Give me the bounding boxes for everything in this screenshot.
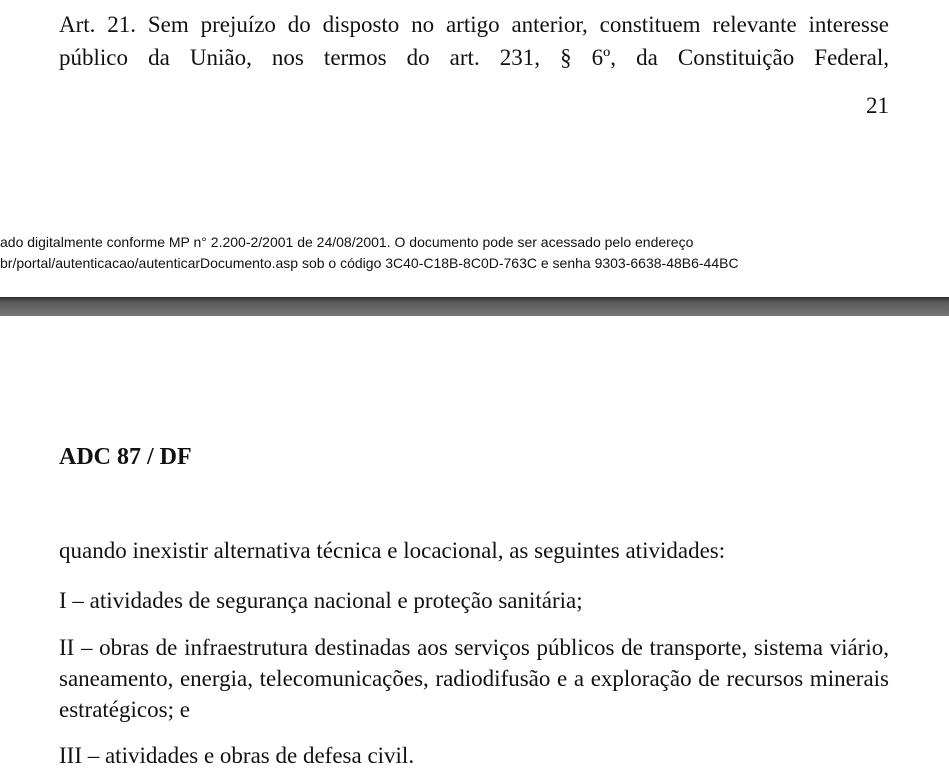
paragraph-item-iii: III – atividades e obras de defesa civil. (59, 743, 415, 768)
page-number: 21 (866, 93, 889, 118)
page-header-case-id: ADC 87 / DF (59, 444, 192, 470)
paragraph-item-i: I – atividades de segurança nacional e proteção sanitária; (59, 588, 583, 613)
footer-line-1: ado digitalmente conforme MP n° 2.200-2/2001 de 24/08/2001. O documento pode ser acessado pelo endereço (0, 234, 694, 250)
document-page-2 (0, 316, 949, 782)
digital-signature-footer (0, 232, 739, 274)
paragraph-item-ii: II – obras de infraestrutura destinadas aos serviços públicos de transporte, sistema viário, saneamento, energia, telecomunicações, radiodifusão e a exploração de recursos minerais estratégicos; e (59, 635, 889, 722)
footer-line-2: br/portal/autenticacao/autenticarDocumento.asp sob o código 3C40-C18B-8C0D-763C e senha 9303-6638-48B6-44BC (0, 255, 739, 271)
document-page-1 (0, 0, 949, 297)
page-divider (0, 297, 949, 316)
article-21-text: Art. 21. Sem prejuízo do disposto no artigo anterior, constituem relevante interesse público da União, nos termos do art. 231, § 6º, da Constituição Federal, (59, 12, 889, 70)
paragraph-intro: quando inexistir alternativa técnica e locacional, as seguintes atividades: (59, 538, 726, 563)
